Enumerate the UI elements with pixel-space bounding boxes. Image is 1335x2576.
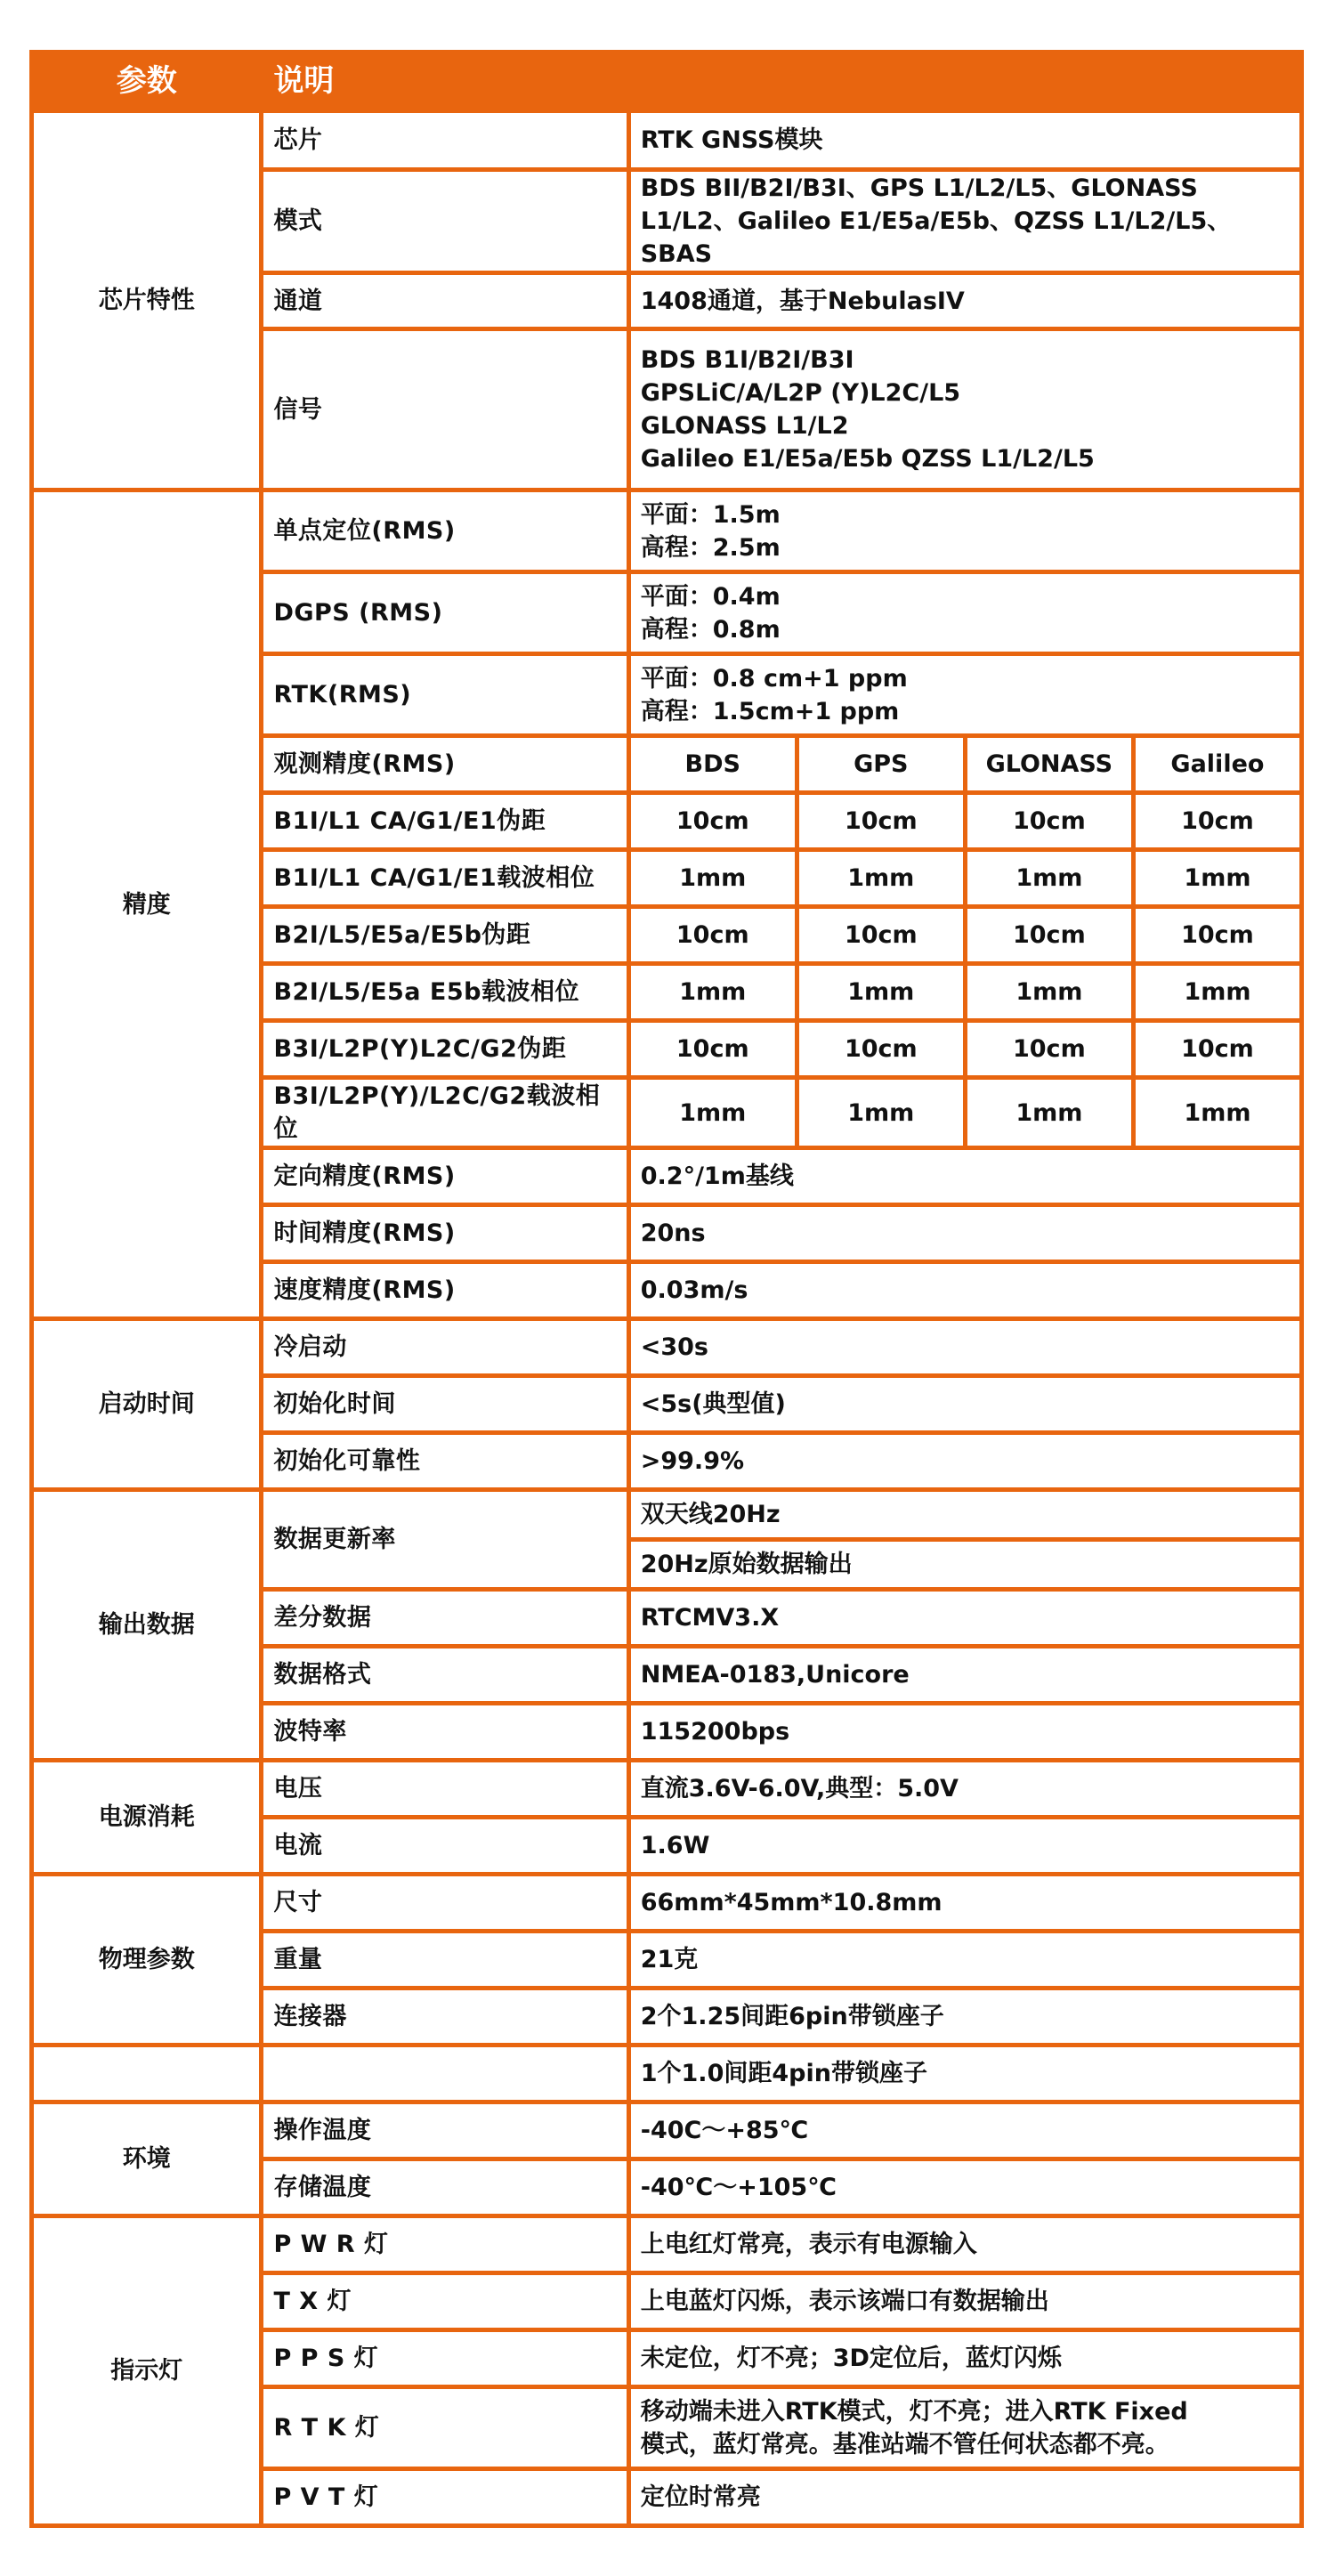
param-value: BDS BII/B2I/B3I、GPS L1/L2/L5、GLONASS L1/L2、Galileo E1/E5a/E5b、QZSS L1/L2/L5、SBAS	[628, 170, 1301, 273]
param-value: 115200bps	[628, 1704, 1301, 1761]
obs-value: 10cm	[797, 1021, 965, 1078]
table-row	[32, 1875, 1302, 1932]
param-name: 尺寸	[262, 1875, 628, 1932]
group-chip: 芯片特性	[32, 111, 262, 490]
param-name: 波特率	[262, 1704, 628, 1761]
group-accuracy: 精度	[32, 490, 262, 1319]
obs-value: 1mm	[628, 1078, 797, 1148]
param-name: P W R 灯	[262, 2216, 628, 2273]
obs-value: 10cm	[965, 793, 1133, 850]
param-name: 重量	[262, 1932, 628, 1989]
param-name: 初始化时间	[262, 1376, 628, 1433]
param-name: 数据格式	[262, 1647, 628, 1704]
param-value: 上电红灯常亮，表示有电源输入	[628, 2216, 1301, 2273]
param-value: 定位时常亮	[628, 2469, 1301, 2526]
obs-value: 10cm	[1133, 793, 1301, 850]
param-value: 1408通道，基于NebulasIV	[628, 273, 1301, 329]
obs-value: 1mm	[628, 964, 797, 1021]
table-row	[32, 490, 1302, 572]
param-name: 信号	[262, 329, 628, 490]
param-value: NMEA-0183,Unicore	[628, 1647, 1301, 1704]
param-name: B1I/L1 CA/G1/E1载波相位	[262, 850, 628, 907]
obs-value: 1mm	[965, 964, 1133, 1021]
param-name: T X 灯	[262, 2273, 628, 2330]
param-name: DGPS (RMS)	[262, 572, 628, 654]
param-value: 2个1.25间距6pin带锁座子	[628, 1989, 1301, 2045]
obs-value: 1mm	[797, 1078, 965, 1148]
obs-col-glonass: GLONASS	[965, 736, 1133, 793]
empty-param-cell	[262, 2045, 628, 2102]
param-value: 直流3.6V-6.0V,典型：5.0V	[628, 1761, 1301, 1818]
group-environment: 环境	[32, 2102, 262, 2216]
param-name: 速度精度(RMS)	[262, 1262, 628, 1319]
table-row	[32, 2216, 1302, 2273]
obs-col-bds: BDS	[628, 736, 797, 793]
group-power: 电源消耗	[32, 1761, 262, 1875]
param-value: 0.2°/1m基线	[628, 1148, 1301, 1205]
param-name: 数据更新率	[262, 1490, 628, 1590]
obs-value: 1mm	[1133, 1078, 1301, 1148]
param-value: 平面：0.4m 高程：0.8m	[628, 572, 1301, 654]
param-value: RTCMV3.X	[628, 1590, 1301, 1647]
param-name: 定向精度(RMS)	[262, 1148, 628, 1205]
group-startup: 启动时间	[32, 1319, 262, 1490]
obs-value: 1mm	[797, 850, 965, 907]
param-value: 1.6W	[628, 1818, 1301, 1875]
obs-value: 10cm	[1133, 907, 1301, 964]
param-value: 20Hz原始数据输出	[628, 1540, 1301, 1590]
obs-value: 10cm	[965, 1021, 1133, 1078]
obs-value: 10cm	[628, 793, 797, 850]
param-value: 双天线20Hz	[628, 1490, 1301, 1540]
obs-value: 10cm	[628, 1021, 797, 1078]
param-value: <5s(典型值)	[628, 1376, 1301, 1433]
param-value: 未定位，灯不亮；3D定位后，蓝灯闪烁	[628, 2330, 1301, 2387]
param-name: 模式	[262, 170, 628, 273]
param-name: 通道	[262, 273, 628, 329]
obs-value: 10cm	[965, 907, 1133, 964]
obs-value: 1mm	[628, 850, 797, 907]
param-value: 上电蓝灯闪烁，表示该端口有数据输出	[628, 2273, 1301, 2330]
param-value: -40C～+85℃	[628, 2102, 1301, 2159]
obs-value: 10cm	[797, 907, 965, 964]
empty-group-cell	[32, 2045, 262, 2102]
param-name: R T K 灯	[262, 2387, 628, 2469]
param-name: 连接器	[262, 1989, 628, 2045]
param-name: B3I/L2P(Y)L2C/G2伪距	[262, 1021, 628, 1078]
param-name: 时间精度(RMS)	[262, 1205, 628, 1262]
param-value: RTK GNSS模块	[628, 111, 1301, 170]
param-name: B2I/L5/E5a E5b载波相位	[262, 964, 628, 1021]
param-value: 0.03m/s	[628, 1262, 1301, 1319]
param-name: 初始化可靠性	[262, 1433, 628, 1490]
param-name: B1I/L1 CA/G1/E1伪距	[262, 793, 628, 850]
obs-value: 10cm	[1133, 1021, 1301, 1078]
obs-value: 1mm	[965, 1078, 1133, 1148]
obs-col-gps: GPS	[797, 736, 965, 793]
param-value: 平面：0.8 cm+1 ppm 高程：1.5cm+1 ppm	[628, 654, 1301, 736]
param-value: >99.9%	[628, 1433, 1301, 1490]
param-value: 20ns	[628, 1205, 1301, 1262]
param-name: 冷启动	[262, 1319, 628, 1376]
param-name: 观测精度(RMS)	[262, 736, 628, 793]
param-value: 66mm*45mm*10.8mm	[628, 1875, 1301, 1932]
obs-col-galileo: Galileo	[1133, 736, 1301, 793]
table-row	[32, 1319, 1302, 1376]
table-row	[32, 1761, 1302, 1818]
header-row	[32, 53, 1302, 111]
obs-value: 1mm	[1133, 964, 1301, 1021]
param-name: RTK(RMS)	[262, 654, 628, 736]
param-value: BDS B1I/B2I/B3I GPSLiC/A/L2P (Y)L2C/L5 GLONASS L1/L2 Galileo E1/E5a/E5b QZSS L1/L2/L5	[628, 329, 1301, 490]
param-name: 存储温度	[262, 2159, 628, 2216]
param-name: P P S 灯	[262, 2330, 628, 2387]
group-leds: 指示灯	[32, 2216, 262, 2526]
param-name: 差分数据	[262, 1590, 628, 1647]
table-row	[32, 1490, 1302, 1540]
group-physical: 物理参数	[32, 1875, 262, 2045]
param-value: <30s	[628, 1319, 1301, 1376]
obs-value: 1mm	[797, 964, 965, 1021]
param-name: B3I/L2P(Y)/L2C/G2载波相位	[262, 1078, 628, 1148]
param-name: B2I/L5/E5a/E5b伪距	[262, 907, 628, 964]
header-desc: 说明	[262, 53, 1302, 111]
group-output: 输出数据	[32, 1490, 262, 1761]
header-param: 参数	[32, 53, 262, 111]
param-name: 电流	[262, 1818, 628, 1875]
obs-value: 10cm	[797, 793, 965, 850]
table-row	[32, 2102, 1302, 2159]
obs-value: 10cm	[628, 907, 797, 964]
spec-table	[29, 50, 1304, 2528]
param-value: 21克	[628, 1932, 1301, 1989]
param-value: 平面：1.5m 高程：2.5m	[628, 490, 1301, 572]
param-name: P V T 灯	[262, 2469, 628, 2526]
param-value: 移动端未进入RTK模式，灯不亮；进入RTK Fixed 模式，蓝灯常亮。基准站端不管任何状态都不亮。	[628, 2387, 1301, 2469]
param-value: 1个1.0间距4pin带锁座子	[628, 2045, 1301, 2102]
param-value: -40℃～+105℃	[628, 2159, 1301, 2216]
param-name: 操作温度	[262, 2102, 628, 2159]
param-name: 芯片	[262, 111, 628, 170]
table-row	[32, 111, 1302, 170]
obs-value: 1mm	[965, 850, 1133, 907]
table-row	[32, 2045, 1302, 2102]
param-name: 单点定位(RMS)	[262, 490, 628, 572]
param-name: 电压	[262, 1761, 628, 1818]
obs-value: 1mm	[1133, 850, 1301, 907]
